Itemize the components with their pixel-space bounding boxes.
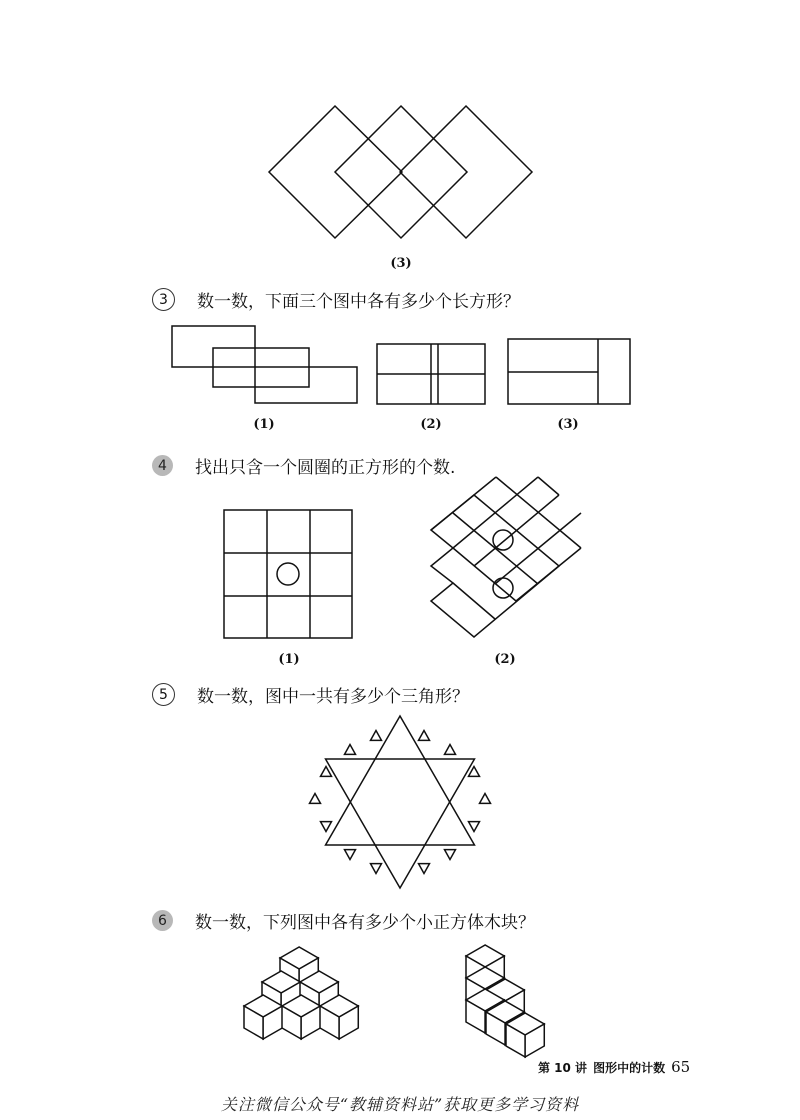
rect-figure-3 [508,339,630,404]
big-triangle-down [326,759,475,888]
question-text: 找出只含一个圆圈的正方形的个数. [195,458,456,478]
circle-mark [277,563,299,585]
question-text: 数一数，下列图中各有多少个小正方体木块？ [195,913,535,933]
star-figure [310,716,491,888]
figure-label: (2) [420,417,442,432]
top-figure-label: (3) [390,256,412,271]
figure-label: (3) [557,417,579,432]
grid-figure-2 [431,477,581,637]
question-number: 4 [152,455,173,476]
small-triangle [345,850,356,860]
cube-pyramid-figure [244,947,358,1039]
small-triangle [480,794,491,804]
small-triangle [371,731,382,741]
page-footer [538,1058,690,1076]
small-triangle [469,822,480,832]
small-triangle [445,745,456,755]
question-5 [152,682,469,707]
rect-figure-1 [172,326,357,403]
small-triangle [371,864,382,874]
watermark-text: 关注微信公众号“教辅资料站”获取更多学习资料 [220,1095,580,1114]
question-number: 5 [152,683,175,706]
small-triangle [345,745,356,755]
footer-lecture: 第 10 讲 [538,1061,588,1075]
question-number: 3 [152,288,175,311]
figure-label: (1) [278,652,300,667]
small-triangle [419,864,430,874]
diamond-figure [269,106,532,238]
footer-title: 图形中的计数 [593,1061,666,1075]
small-triangle [419,731,430,741]
rect-figure-2 [377,344,485,404]
cube-steps-figure [466,945,544,1057]
small-triangle [321,822,332,832]
question-4 [152,453,455,478]
circle-mark-lower [493,578,513,598]
page-number: 65 [671,1058,691,1076]
question-text: 数一数，图中一共有多少个三角形？ [197,687,469,707]
question-text: 数一数，下面三个图中各有多少个长方形？ [197,292,520,312]
small-triangle [445,850,456,860]
circle-mark-upper [493,530,513,550]
question-number: 6 [152,910,173,931]
figure-label: (1) [253,417,275,432]
question-3 [152,287,520,312]
grid-figure-1 [224,510,352,638]
question-6 [152,908,535,933]
big-triangle-up [326,716,475,845]
small-triangle [310,794,321,804]
figure-label: (2) [494,652,516,667]
